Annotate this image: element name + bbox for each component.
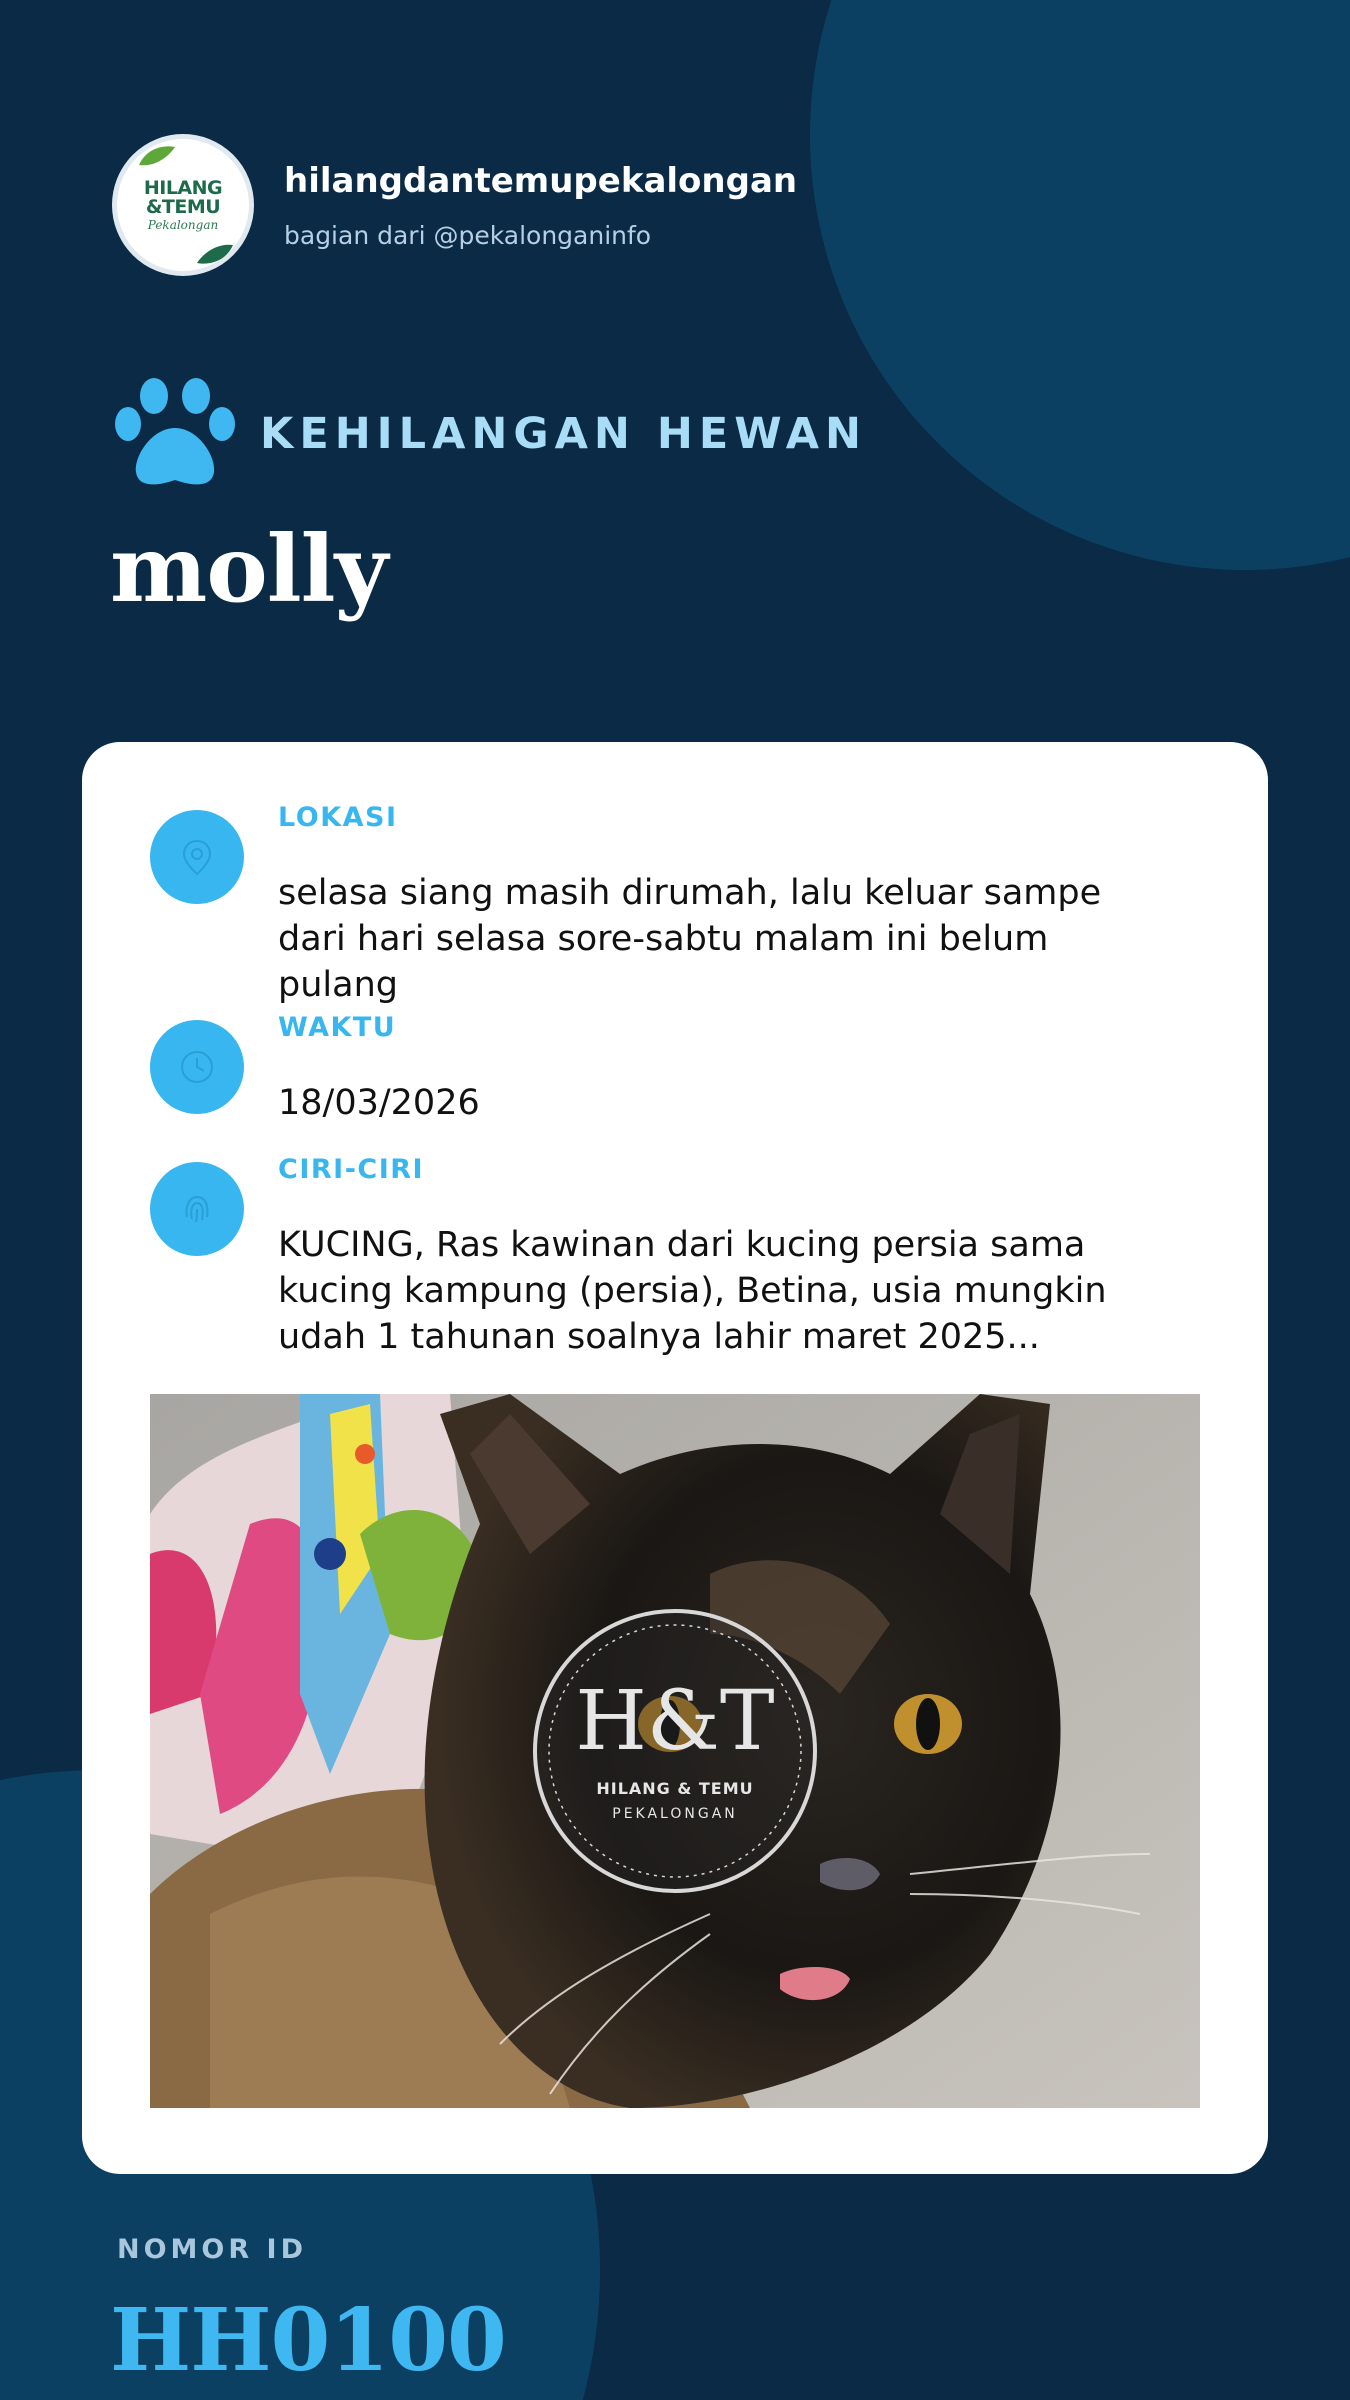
location-value: selasa siang masih dirumah, lalu keluar sampe dari hari selasa sore-sabtu malam ini belum pulang [278, 873, 1102, 1005]
fingerprint-icon [150, 1162, 244, 1256]
clock-icon [150, 1020, 244, 1114]
time-value: 18/03/2026 [278, 1083, 480, 1123]
account-header [112, 134, 797, 276]
account-subtitle: bagian dari @pekalonganinfo [284, 220, 652, 250]
account-logo [112, 134, 254, 276]
watermark [535, 1611, 815, 1891]
account-info [284, 161, 797, 250]
id-value: HH0100 [110, 2290, 506, 2391]
watermark-main: H&T [575, 1674, 775, 1769]
traits-label: CIRI-CIRI [278, 1154, 425, 1185]
logo-line3: Pekalongan [147, 218, 219, 232]
traits-value: KUCING, Ras kawinan dari kucing persia sama kucing kampung (persia), Betina, usia mungkin udah 1 tahunan soalnya lahir maret 2025... [278, 1225, 1107, 1357]
logo-line2: &TEMU [145, 196, 221, 218]
pet-name: molly [110, 515, 388, 623]
paw-icon [112, 378, 238, 490]
account-name[interactable]: hilangdantemupekalongan [284, 160, 798, 201]
watermark-sub1: HILANG & TEMU [596, 1779, 754, 1798]
location-pin-icon [150, 810, 244, 904]
info-card [82, 742, 1268, 2174]
leaf-icon [195, 241, 235, 267]
pet-photo [150, 1394, 1200, 2108]
time-label: WAKTU [278, 1012, 397, 1043]
logo-line1: HILANG [143, 177, 223, 199]
id-label: NOMOR ID [117, 2234, 308, 2265]
logo-text [144, 179, 222, 231]
leaf-icon [137, 143, 177, 169]
category-label: KEHILANGAN HEWAN [260, 409, 868, 459]
cat-photo-illustration [150, 1394, 1200, 2108]
category-heading [112, 378, 867, 490]
location-label: LOKASI [278, 802, 398, 833]
watermark-sub2: PEKALONGAN [612, 1806, 738, 1822]
background-circle-top [810, 0, 1350, 570]
